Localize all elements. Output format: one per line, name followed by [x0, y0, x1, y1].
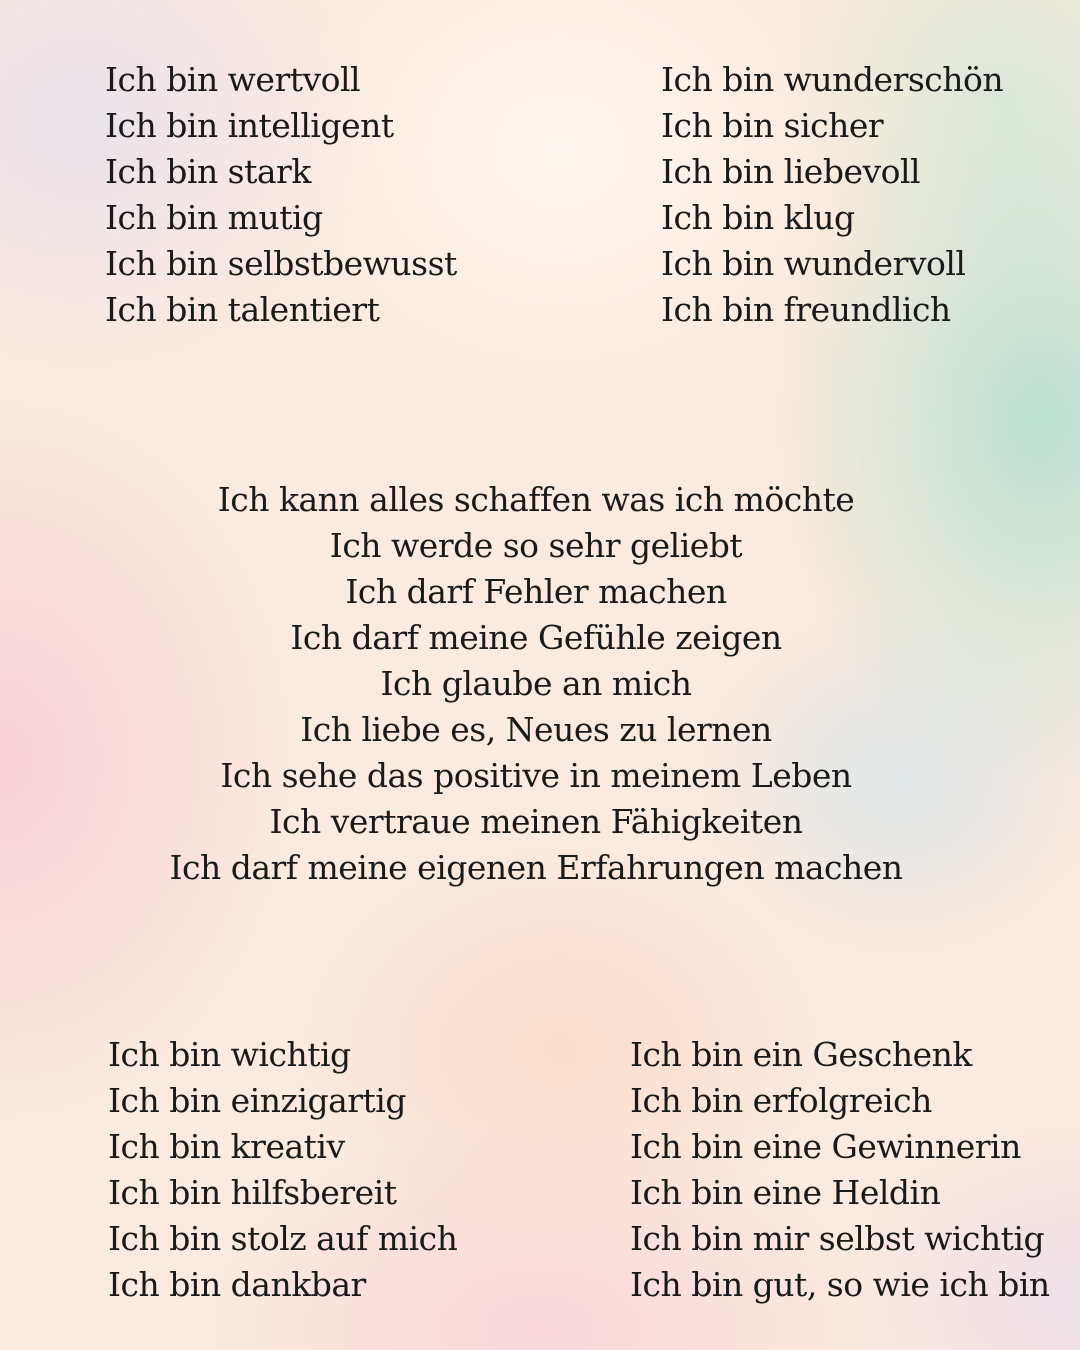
affirmation-line: Ich kann alles schaffen was ich möchte	[217, 480, 855, 519]
affirmation-line: Ich bin wichtig	[108, 1035, 351, 1074]
top-left-affirmations	[105, 57, 457, 333]
affirmation-line: Ich bin eine Gewinnerin	[630, 1127, 1021, 1166]
affirmation-line: Ich bin freundlich	[661, 290, 951, 329]
affirmation-line: Ich bin liebevoll	[661, 152, 921, 191]
affirmation-line: Ich bin klug	[661, 198, 855, 237]
affirmation-line: Ich bin selbstbewusst	[105, 244, 457, 283]
affirmation-line: Ich bin wunderschön	[661, 60, 1004, 99]
affirmation-line: Ich bin gut, so wie ich bin	[630, 1265, 1050, 1304]
affirmation-line: Ich bin erfolgreich	[630, 1081, 932, 1120]
affirmation-line: Ich bin einzigartig	[108, 1081, 406, 1120]
affirmation-line: Ich bin mutig	[105, 198, 323, 237]
affirmation-line: Ich bin wundervoll	[661, 244, 966, 283]
top-right-affirmations	[661, 57, 1003, 333]
affirmation-line: Ich bin sicher	[661, 106, 884, 145]
center-affirmations	[0, 477, 1080, 891]
affirmation-line: Ich bin ein Geschenk	[630, 1035, 972, 1074]
affirmation-line: Ich bin wertvoll	[105, 60, 361, 99]
affirmation-line: Ich bin intelligent	[105, 106, 394, 145]
affirmation-line: Ich bin stolz auf mich	[108, 1219, 458, 1258]
affirmation-line: Ich liebe es, Neues zu lernen	[300, 710, 772, 749]
affirmation-line: Ich glaube an mich	[380, 664, 692, 703]
bottom-left-affirmations	[108, 1032, 457, 1308]
affirmation-line: Ich bin talentiert	[105, 290, 380, 329]
affirmation-line: Ich bin stark	[105, 152, 311, 191]
affirmation-line: Ich bin eine Heldin	[630, 1173, 941, 1212]
affirmation-line: Ich bin kreativ	[108, 1127, 345, 1166]
affirmation-line: Ich bin dankbar	[108, 1265, 366, 1304]
affirmation-line: Ich vertraue meinen Fähigkeiten	[269, 802, 803, 841]
affirmation-line: Ich darf meine Gefühle zeigen	[290, 618, 782, 657]
affirmation-line: Ich sehe das positive in meinem Leben	[220, 756, 852, 795]
affirmation-line: Ich bin hilfsbereit	[108, 1173, 397, 1212]
affirmation-line: Ich darf Fehler machen	[345, 572, 727, 611]
affirmation-line: Ich werde so sehr geliebt	[329, 526, 743, 565]
affirmation-line: Ich darf meine eigenen Erfahrungen machen	[169, 848, 903, 887]
affirmation-line: Ich bin mir selbst wichtig	[630, 1219, 1045, 1258]
bottom-right-affirmations	[630, 1032, 1050, 1308]
